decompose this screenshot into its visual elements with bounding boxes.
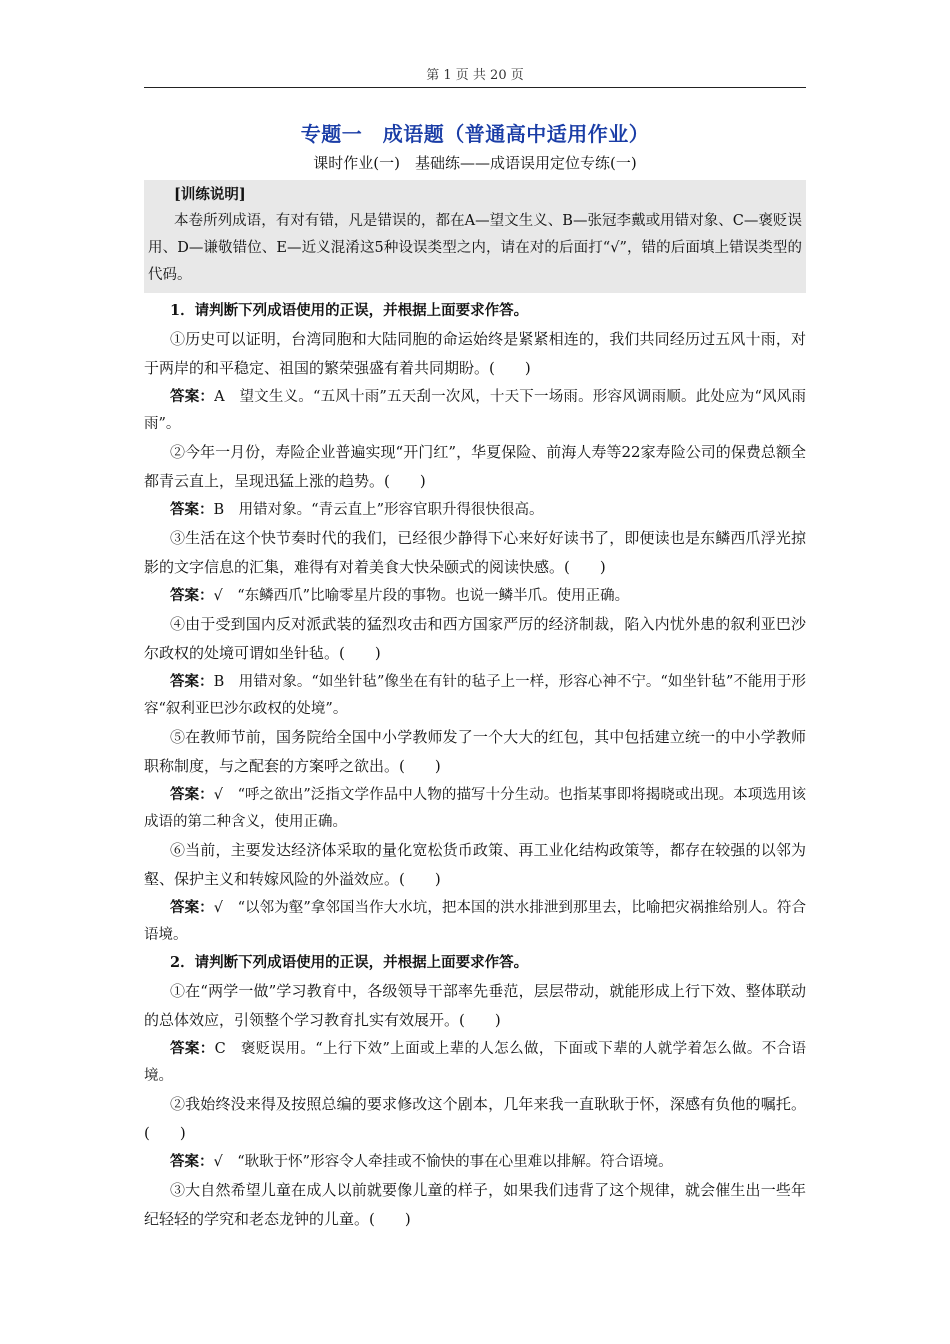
answer-label: 答案： [170, 388, 215, 405]
answer [144, 668, 806, 723]
answer-label: 答案： [170, 1153, 214, 1170]
section-1 [144, 297, 806, 949]
answer [144, 582, 806, 610]
page-header [144, 64, 806, 88]
question-item: ①历史可以证明，台湾同胞和大陆同胞的命运始终是紧紧相连的，我们共同经历过五风十雨，对于两岸的和平稳定、祖国的繁荣强盛有着共同期盼。( ) [144, 330, 806, 377]
answer [144, 383, 806, 438]
answer-text: √ “东鳞西爪”比喻零星片段的事物。也说一鳞半爪。使用正确。 [213, 588, 630, 604]
answer-text: C 褒贬误用。“上行下效”上面或上辈的人怎么做，下面或下辈的人就学着怎么做。不合语境。 [144, 1041, 807, 1084]
document-body [144, 118, 806, 1234]
question-item: ③生活在这个快节奏时代的我们，已经很少静得下心来好好读书了，即便读也是东鳞西爪浮光掠影的文字信息的汇集，难得有对着美食大快朵颐式的阅读快感。( ) [144, 529, 806, 576]
question-item: ⑥当前，主要发达经济体采取的量化宽松货币政策、再工业化结构政策等，都存在较强的以邻为壑、保护主义和转嫁风险的外溢效应。( ) [144, 841, 806, 888]
answer-text: √ “以邻为壑”拿邻国当作大水坑，把本国的洪水排泄到那里去，比喻把灾祸推给别人。符合语境。 [144, 900, 807, 943]
answer [144, 1148, 806, 1176]
training-note-heading: [训练说明] [174, 186, 246, 203]
page-number: 第 1 页 共 20 页 [426, 68, 524, 83]
question-heading: 1．请判断下列成语使用的正误，并根据上面要求作答。 [170, 302, 529, 319]
question-item: ④由于受到国内反对派武装的猛烈攻击和西方国家严厉的经济制裁，陷入内忧外患的叙利亚巴沙尔政权的处境可谓如坐针毡。( ) [144, 615, 806, 662]
answer-label: 答案： [170, 501, 214, 518]
question-item: ③大自然希望儿童在成人以前就要像儿童的样子，如果我们违背了这个规律，就会催生出一些年纪轻轻的学究和老态龙钟的儿童。( ) [144, 1181, 806, 1228]
question-item: ①在“两学一做”学习教育中，各级领导干部率先垂范，层层带动，就能形成上行下效、整体联动的总体效应，引领整个学习教育扎实有效展开。( ) [144, 982, 806, 1029]
answer [144, 1035, 806, 1090]
question-item: ②今年一月份，寿险企业普遍实现“开门红”，华夏保险、前海人寿等22家寿险公司的保费总额全都青云直上，呈现迅猛上涨的趋势。( ) [144, 443, 806, 490]
answer [144, 894, 806, 949]
answer-text: √ “呼之欲出”泛指文学作品中人物的描写十分生动。也指某事即将揭晓或出现。本项选用该成语的第二种含义，使用正确。 [144, 787, 807, 830]
page-title: 专题一 成语题（普通高中适用作业） [300, 122, 650, 146]
answer [144, 496, 806, 524]
answer-text: B 用错对象。“青云直上”形容官职升得很快很高。 [213, 502, 544, 518]
section-2 [144, 949, 806, 1234]
answer-text: B 用错对象。“如坐针毡”像坐在有针的毡子上一样，形容心神不宁。“如坐针毡”不能用于形容“叙利亚巴沙尔政权的处境”。 [144, 674, 807, 717]
training-note-body: 本卷所列成语，有对有错，凡是错误的，都在A—望文生义、B—张冠李戴或用错对象、C—褒贬误用、D—谦敬错位、E—近义混淆这5种设误类型之内，请在对的后面打“√”，错的后面填上错误类型的代码。 [148, 213, 802, 283]
answer [144, 781, 806, 836]
answer-text: √ “耿耿于怀”形容令人牵挂或不愉快的事在心里难以排解。符合语境。 [213, 1154, 673, 1170]
answer-label: 答案： [170, 786, 214, 803]
answer-label: 答案： [170, 899, 214, 916]
answer-label: 答案： [170, 673, 214, 690]
answer-label: 答案： [170, 587, 214, 604]
question-heading: 2．请判断下列成语使用的正误，并根据上面要求作答。 [170, 954, 529, 971]
question-item: ⑤在教师节前，国务院给全国中小学教师发了一个大大的红包，其中包括建立统一的中小学教师职称制度，与之配套的方案呼之欲出。( ) [144, 728, 806, 775]
question-item: ②我始终没来得及按照总编的要求修改这个剧本，几年来我一直耿耿于怀，深感有负他的嘱托。( ) [144, 1095, 806, 1142]
page-subtitle: 课时作业(一) 基础练——成语误用定位专练(一) [313, 154, 637, 172]
answer-text: A 望文生义。“五风十雨”五天刮一次风，十天下一场雨。形容风调雨顺。此处应为“风风雨雨”。 [144, 389, 806, 432]
training-note [144, 180, 806, 293]
answer-label: 答案： [170, 1040, 215, 1057]
